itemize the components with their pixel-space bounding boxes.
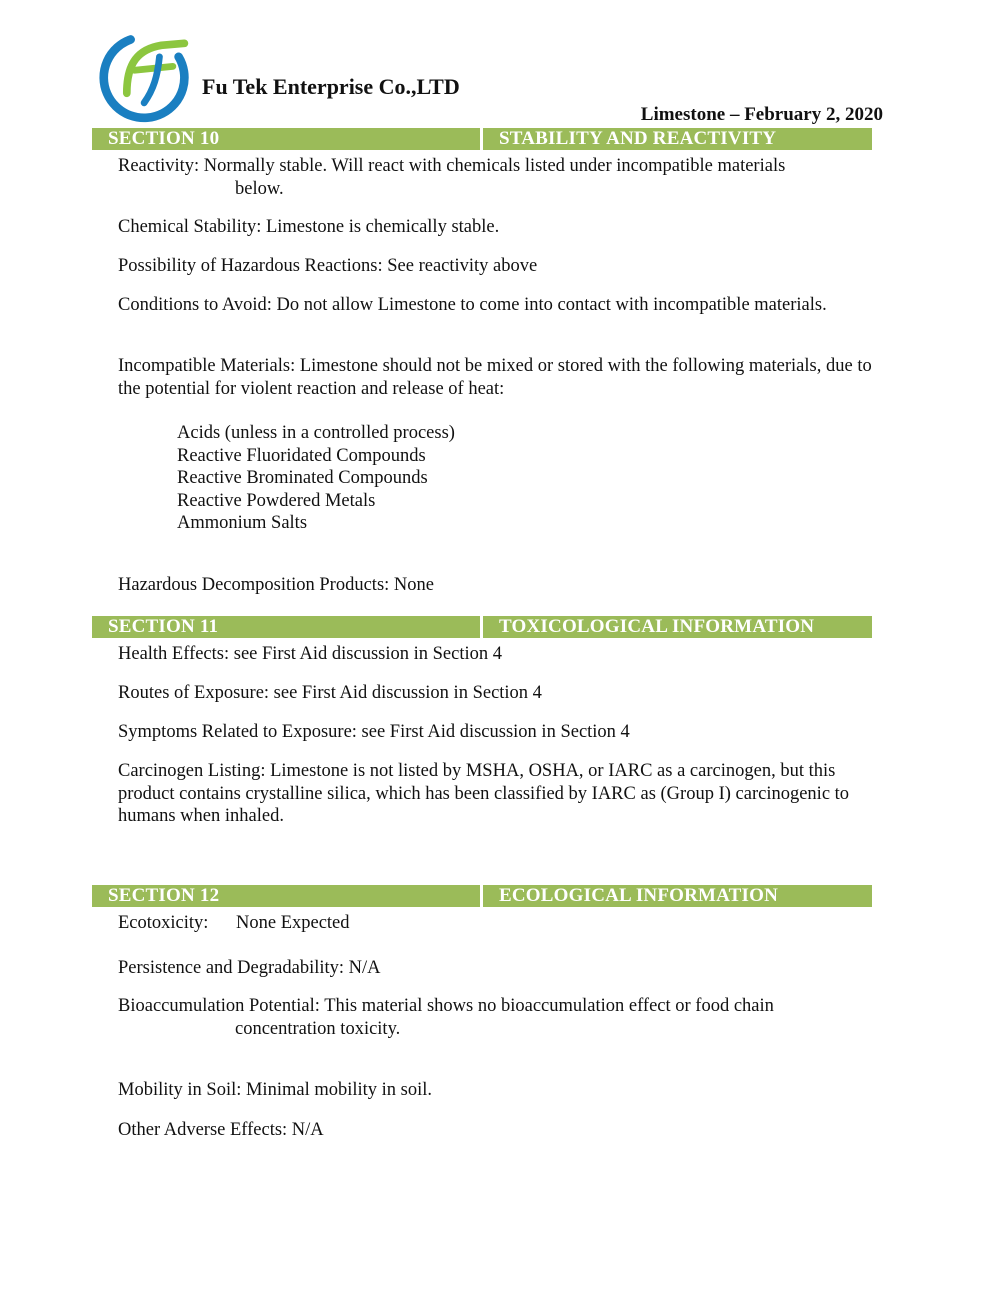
ecotoxicity-label: Ecotoxicity: <box>118 913 209 933</box>
incompatible-materials: Incompatible Materials: Limestone should not be mixed or stored with the following materials, due to the potential for violent reaction and release of heat: <box>118 356 872 399</box>
logo-t-bar <box>134 66 172 70</box>
bioaccumulation-paragraph <box>118 995 888 1040</box>
section-11-header <box>92 616 872 638</box>
bioaccumulation-line-1: Bioaccumulation Potential: This material shows no bioaccumulation effect or food chain <box>118 996 774 1016</box>
section-10-title: STABILITY AND REACTIVITY <box>483 128 872 150</box>
carcinogen-listing: Carcinogen Listing: Limestone is not listed by MSHA, OSHA, or IARC as a carcinogen, but this product contains crystalline silica, which has been classified by IARC as (Group I) carcinogenic to humans when inhaled. <box>118 761 850 827</box>
company-logo-icon <box>98 28 194 124</box>
section-11-title: TOXICOLOGICAL INFORMATION <box>483 616 872 638</box>
decomposition-products: Hazardous Decomposition Products: None <box>118 575 434 595</box>
document-date: Limestone – February 2, 2020 <box>640 104 883 125</box>
health-effects: Health Effects: see First Aid discussion in Section 4 <box>118 644 503 664</box>
chemical-stability: Chemical Stability: Limestone is chemically stable. <box>118 217 500 237</box>
other-adverse-effects: Other Adverse Effects: N/A <box>118 1120 324 1140</box>
conditions-to-avoid: Conditions to Avoid: Do not allow Limestone to come into contact with incompatible materials. <box>118 295 827 315</box>
company-name: Fu Tek Enterprise Co.,LTD <box>202 74 460 99</box>
reactivity-line-2: below. <box>235 178 284 199</box>
section-10-header <box>92 128 872 150</box>
section-12-number: SECTION 12 <box>92 885 480 907</box>
incompatible-materials-list <box>177 422 455 535</box>
ecotoxicity-value: None Expected <box>236 913 350 933</box>
reactivity-paragraph <box>118 155 888 200</box>
list-item: Reactive Powdered Metals <box>177 490 376 511</box>
symptoms: Symptoms Related to Exposure: see First Aid discussion in Section 4 <box>118 722 630 742</box>
section-10-number: SECTION 10 <box>92 128 480 150</box>
routes-of-exposure: Routes of Exposure: see First Aid discussion in Section 4 <box>118 683 542 703</box>
list-item: Reactive Brominated Compounds <box>177 468 428 489</box>
list-item: Reactive Fluoridated Compounds <box>177 445 426 466</box>
bioaccumulation-line-2: concentration toxicity. <box>235 1018 401 1039</box>
ecotoxicity <box>118 912 888 935</box>
logo-t-stem <box>144 57 159 103</box>
section-12-header <box>92 885 872 907</box>
hazardous-reactions: Possibility of Hazardous Reactions: See reactivity above <box>118 256 538 276</box>
mobility-in-soil: Mobility in Soil: Minimal mobility in soil. <box>118 1080 433 1100</box>
section-11-number: SECTION 11 <box>92 616 480 638</box>
list-item: Ammonium Salts <box>177 513 308 534</box>
section-12-title: ECOLOGICAL INFORMATION <box>483 885 872 907</box>
list-item: Acids (unless in a controlled process) <box>177 423 455 443</box>
persistence: Persistence and Degradability: N/A <box>118 958 381 978</box>
reactivity-line-1: Reactivity: Normally stable. Will react with chemicals listed under incompatible materials <box>118 156 786 176</box>
